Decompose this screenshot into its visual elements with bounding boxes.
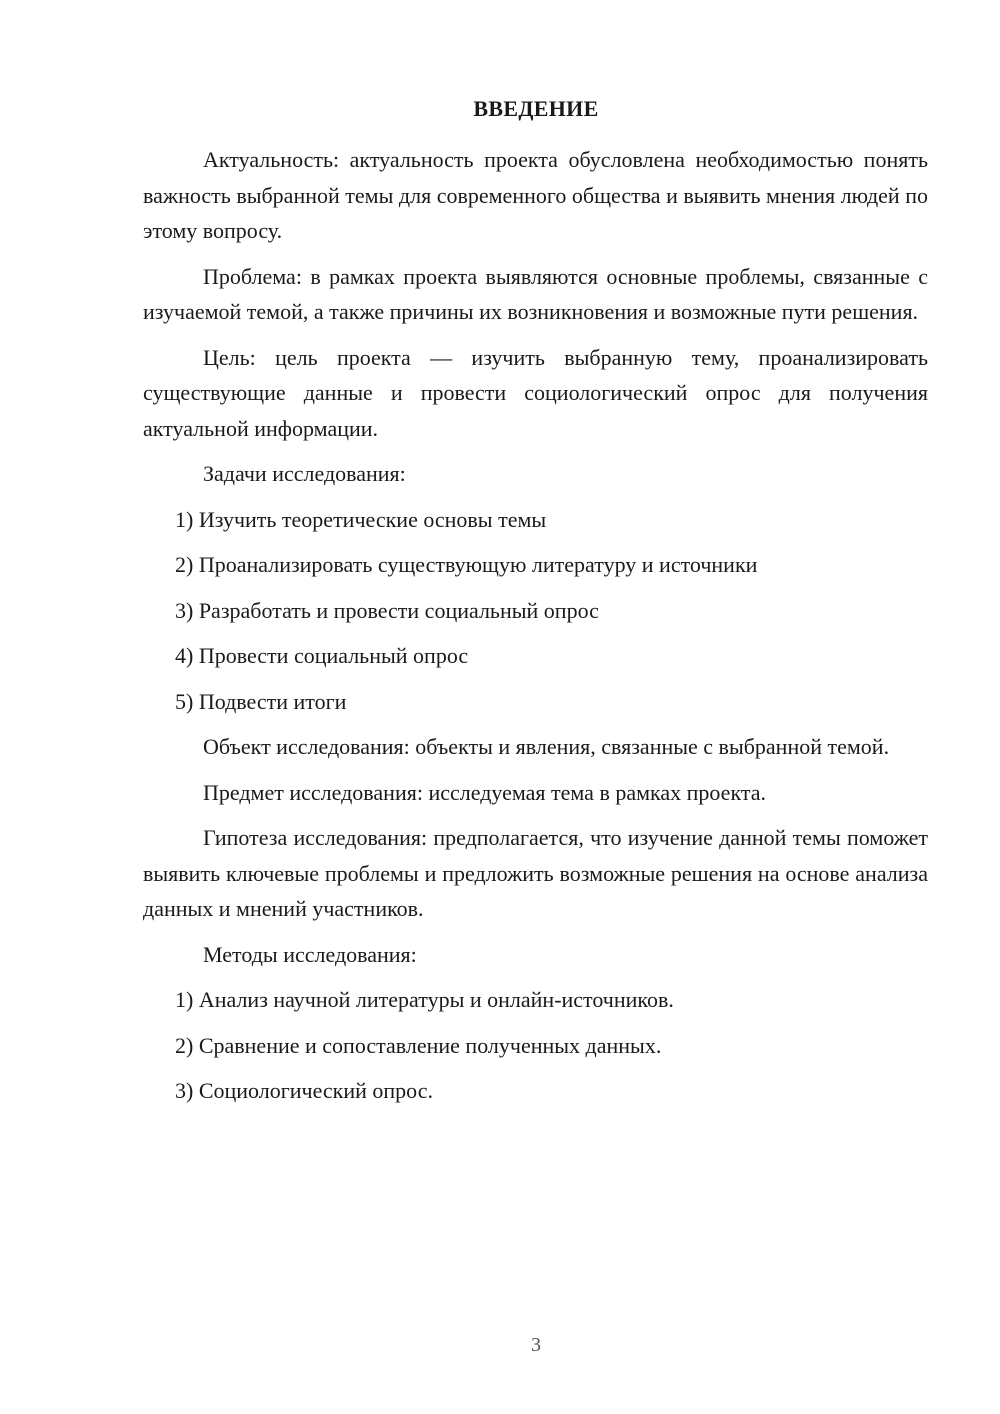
method-item-1: 1) Анализ научной литературы и онлайн-источников. <box>175 987 674 1012</box>
task-item-4: 4) Провести социальный опрос <box>175 643 469 668</box>
method-item-3: 3) Социологический опрос. <box>175 1078 433 1103</box>
method-item-2: 2) Сравнение и сопоставление полученных данных. <box>175 1032 662 1058</box>
page-title: ВВЕДЕНИЕ <box>473 96 599 121</box>
object-paragraph: Объект исследования: объекты и явления, связанные с выбранной темой. <box>203 734 890 759</box>
task-item-3: 3) Разработать и провести социальный опрос <box>175 597 599 623</box>
problem-paragraph: Проблема: в рамках проекта выявляются основные проблемы, связанные с изучаемой темой, а также причины их возникновения и возможные пути решения. <box>143 263 928 324</box>
document-body <box>143 142 928 1119</box>
task-item-1: 1) Изучить теоретические основы темы <box>175 506 547 532</box>
methods-heading: Методы исследования: <box>203 941 417 967</box>
task-item-5: 5) Подвести итоги <box>175 688 347 714</box>
page-number: 3 <box>531 1334 541 1356</box>
subject-paragraph: Предмет исследования: исследуемая тема в рамках проекта. <box>203 779 766 805</box>
goal-paragraph: Цель: цель проекта — изучить выбранную тему, проанализировать существующие данные и провести социологический опрос для получения актуальной информации. <box>143 344 928 441</box>
tasks-heading: Задачи исследования: <box>203 461 406 486</box>
task-item-2: 2) Проанализировать существующую литературу и источники <box>175 552 758 577</box>
relevance-paragraph: Актуальность: актуальность проекта обусловлена необходимостью понять важность выбранной темы для современного общества и выявить мнения людей по этому вопросу. <box>143 147 928 243</box>
hypothesis-paragraph: Гипотеза исследования: предполагается, что изучение данной темы поможет выявить ключевые проблемы и предложить возможные решения на основе анализа данных и мнений участников. <box>143 825 928 921</box>
